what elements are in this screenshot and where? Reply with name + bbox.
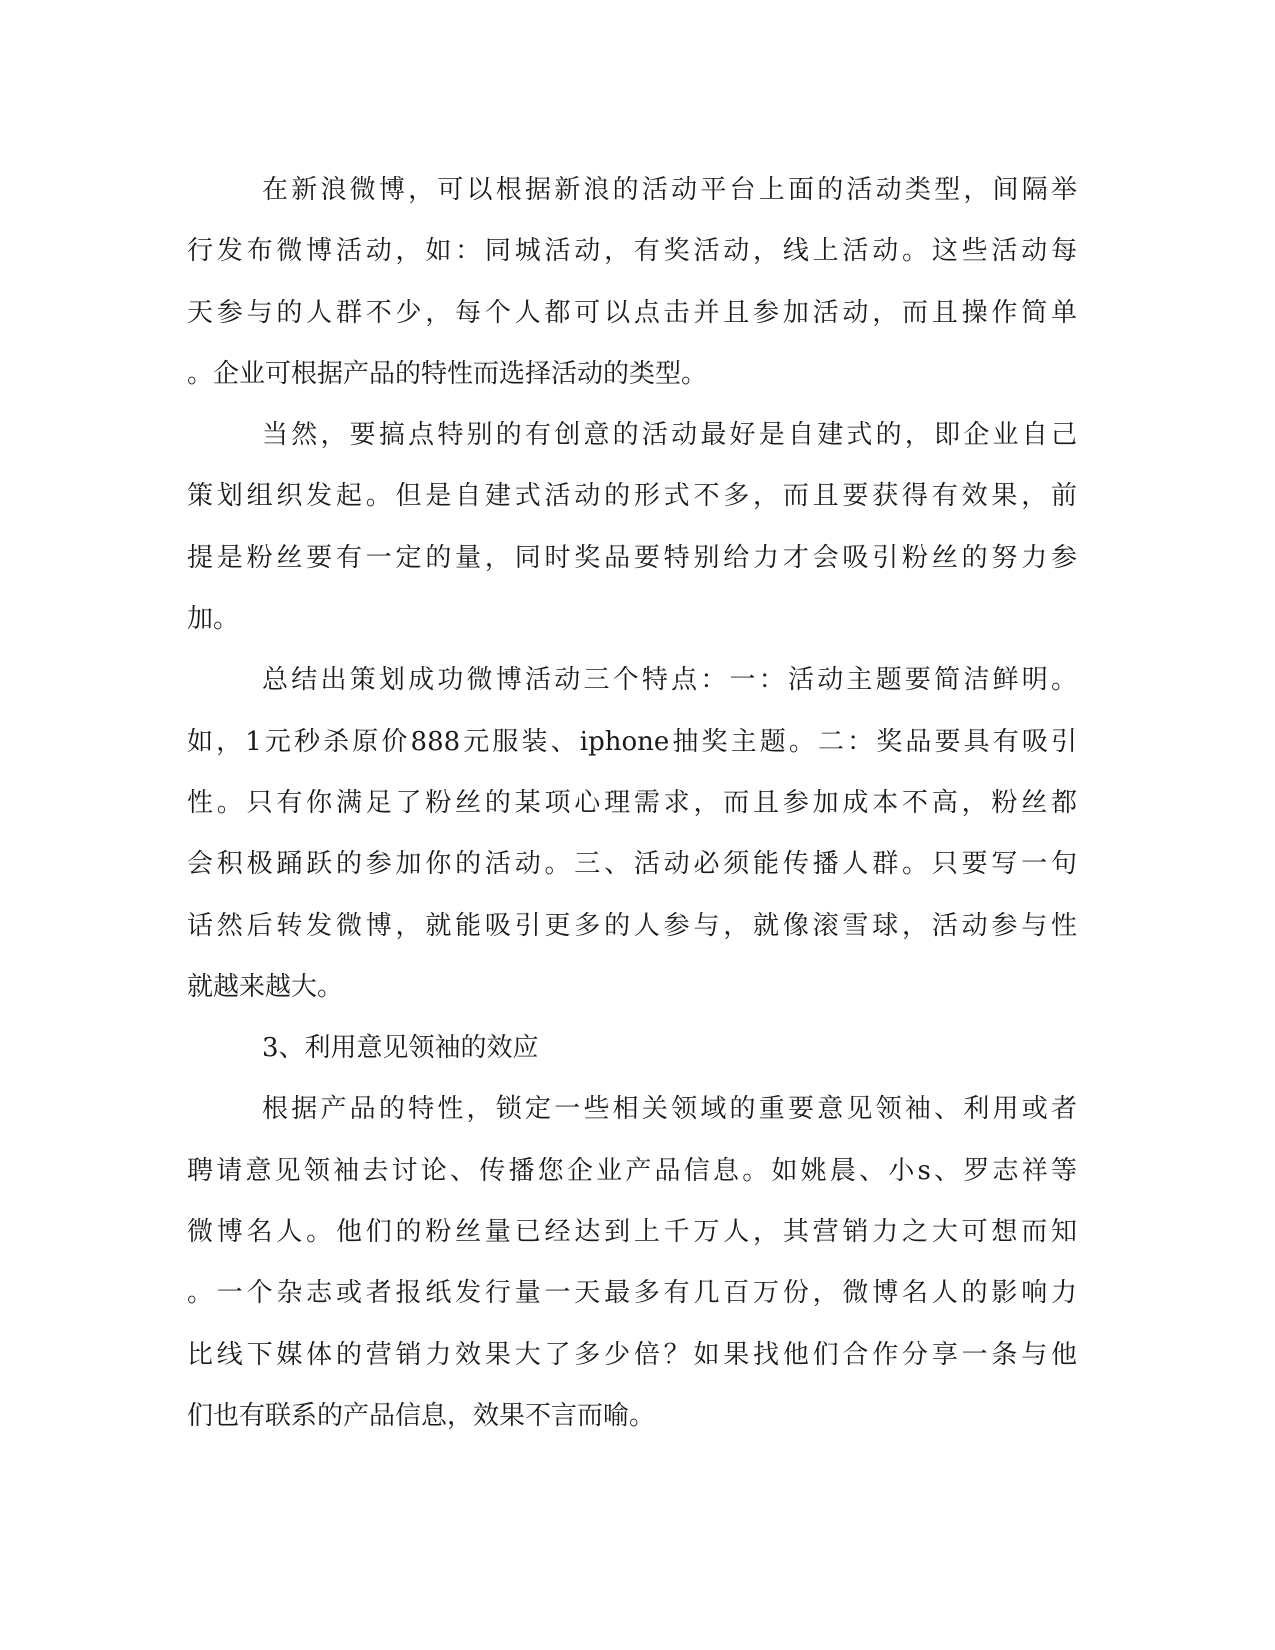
paragraph-line: 。一个杂志或者报纸发行量一天最多有几百万份，微博名人的影响力 (187, 1278, 1077, 1309)
paragraph-3 (187, 650, 1077, 1018)
paragraph-line: 话然后转发微博，就能吸引更多的人参与，就像滚雪球，活动参与性 (187, 910, 1077, 941)
paragraph-line: 在新浪微博，可以根据新浪的活动平台上面的活动类型，间隔举 (262, 175, 1077, 205)
paragraph-line: 比线下媒体的营销力效果大了多少倍？如果找他们合作分享一条与他 (187, 1339, 1077, 1370)
paragraph-line: 聘请意见领袖去讨论、传播您企业产品信息。如姚晨、小s、罗志祥等 (187, 1155, 1077, 1186)
paragraph-1 (187, 160, 1077, 405)
paragraph-2 (187, 405, 1077, 650)
paragraph-5 (187, 1079, 1077, 1447)
section-heading-text: 3、利用意见领袖的效应 (262, 1033, 539, 1064)
paragraph-line: 策划组织发起。但是自建式活动的形式不多，而且要获得有效果，前 (187, 481, 1077, 512)
paragraph-line: 们也有联系的产品信息，效果不言而喻。 (187, 1400, 656, 1431)
paragraph-line: 微博名人。他们的粉丝量已经达到上千万人，其营销力之大可想而知 (187, 1217, 1077, 1248)
paragraph-line: 天参与的人群不少，每个人都可以点击并且参加活动，而且操作简单 (187, 297, 1077, 328)
section-heading (187, 1018, 1077, 1079)
paragraph-line: 会积极踊跃的参加你的活动。三、活动必须能传播人群。只要写一句 (187, 849, 1077, 880)
paragraph-line: 如，1元秒杀原价888元服装、iphone抽奖主题。二：奖品要具有吸引 (187, 726, 1077, 757)
paragraph-line: 加。 (187, 604, 240, 635)
paragraph-line: 提是粉丝要有一定的量，同时奖品要特别给力才会吸引粉丝的努力参 (187, 542, 1077, 573)
paragraph-line: 行发布微博活动，如：同城活动，有奖活动，线上活动。这些活动每 (187, 236, 1077, 267)
paragraph-line: 就越来越大。 (187, 971, 344, 1002)
paragraph-line: 性。只有你满足了粉丝的某项心理需求，而且参加成本不高，粉丝都 (187, 787, 1077, 818)
document-body (187, 160, 1077, 1447)
paragraph-line: 当然，要搞点特别的有创意的活动最好是自建式的，即企业自己 (262, 420, 1077, 451)
paragraph-line: 根据产品的特性，锁定一些相关领域的重要意见领袖、利用或者 (262, 1094, 1077, 1125)
paragraph-line: 总结出策划成功微博活动三个特点：一：活动主题要简洁鲜明。 (262, 665, 1077, 696)
paragraph-line: 。企业可根据产品的特性而选择活动的类型。 (187, 358, 708, 389)
